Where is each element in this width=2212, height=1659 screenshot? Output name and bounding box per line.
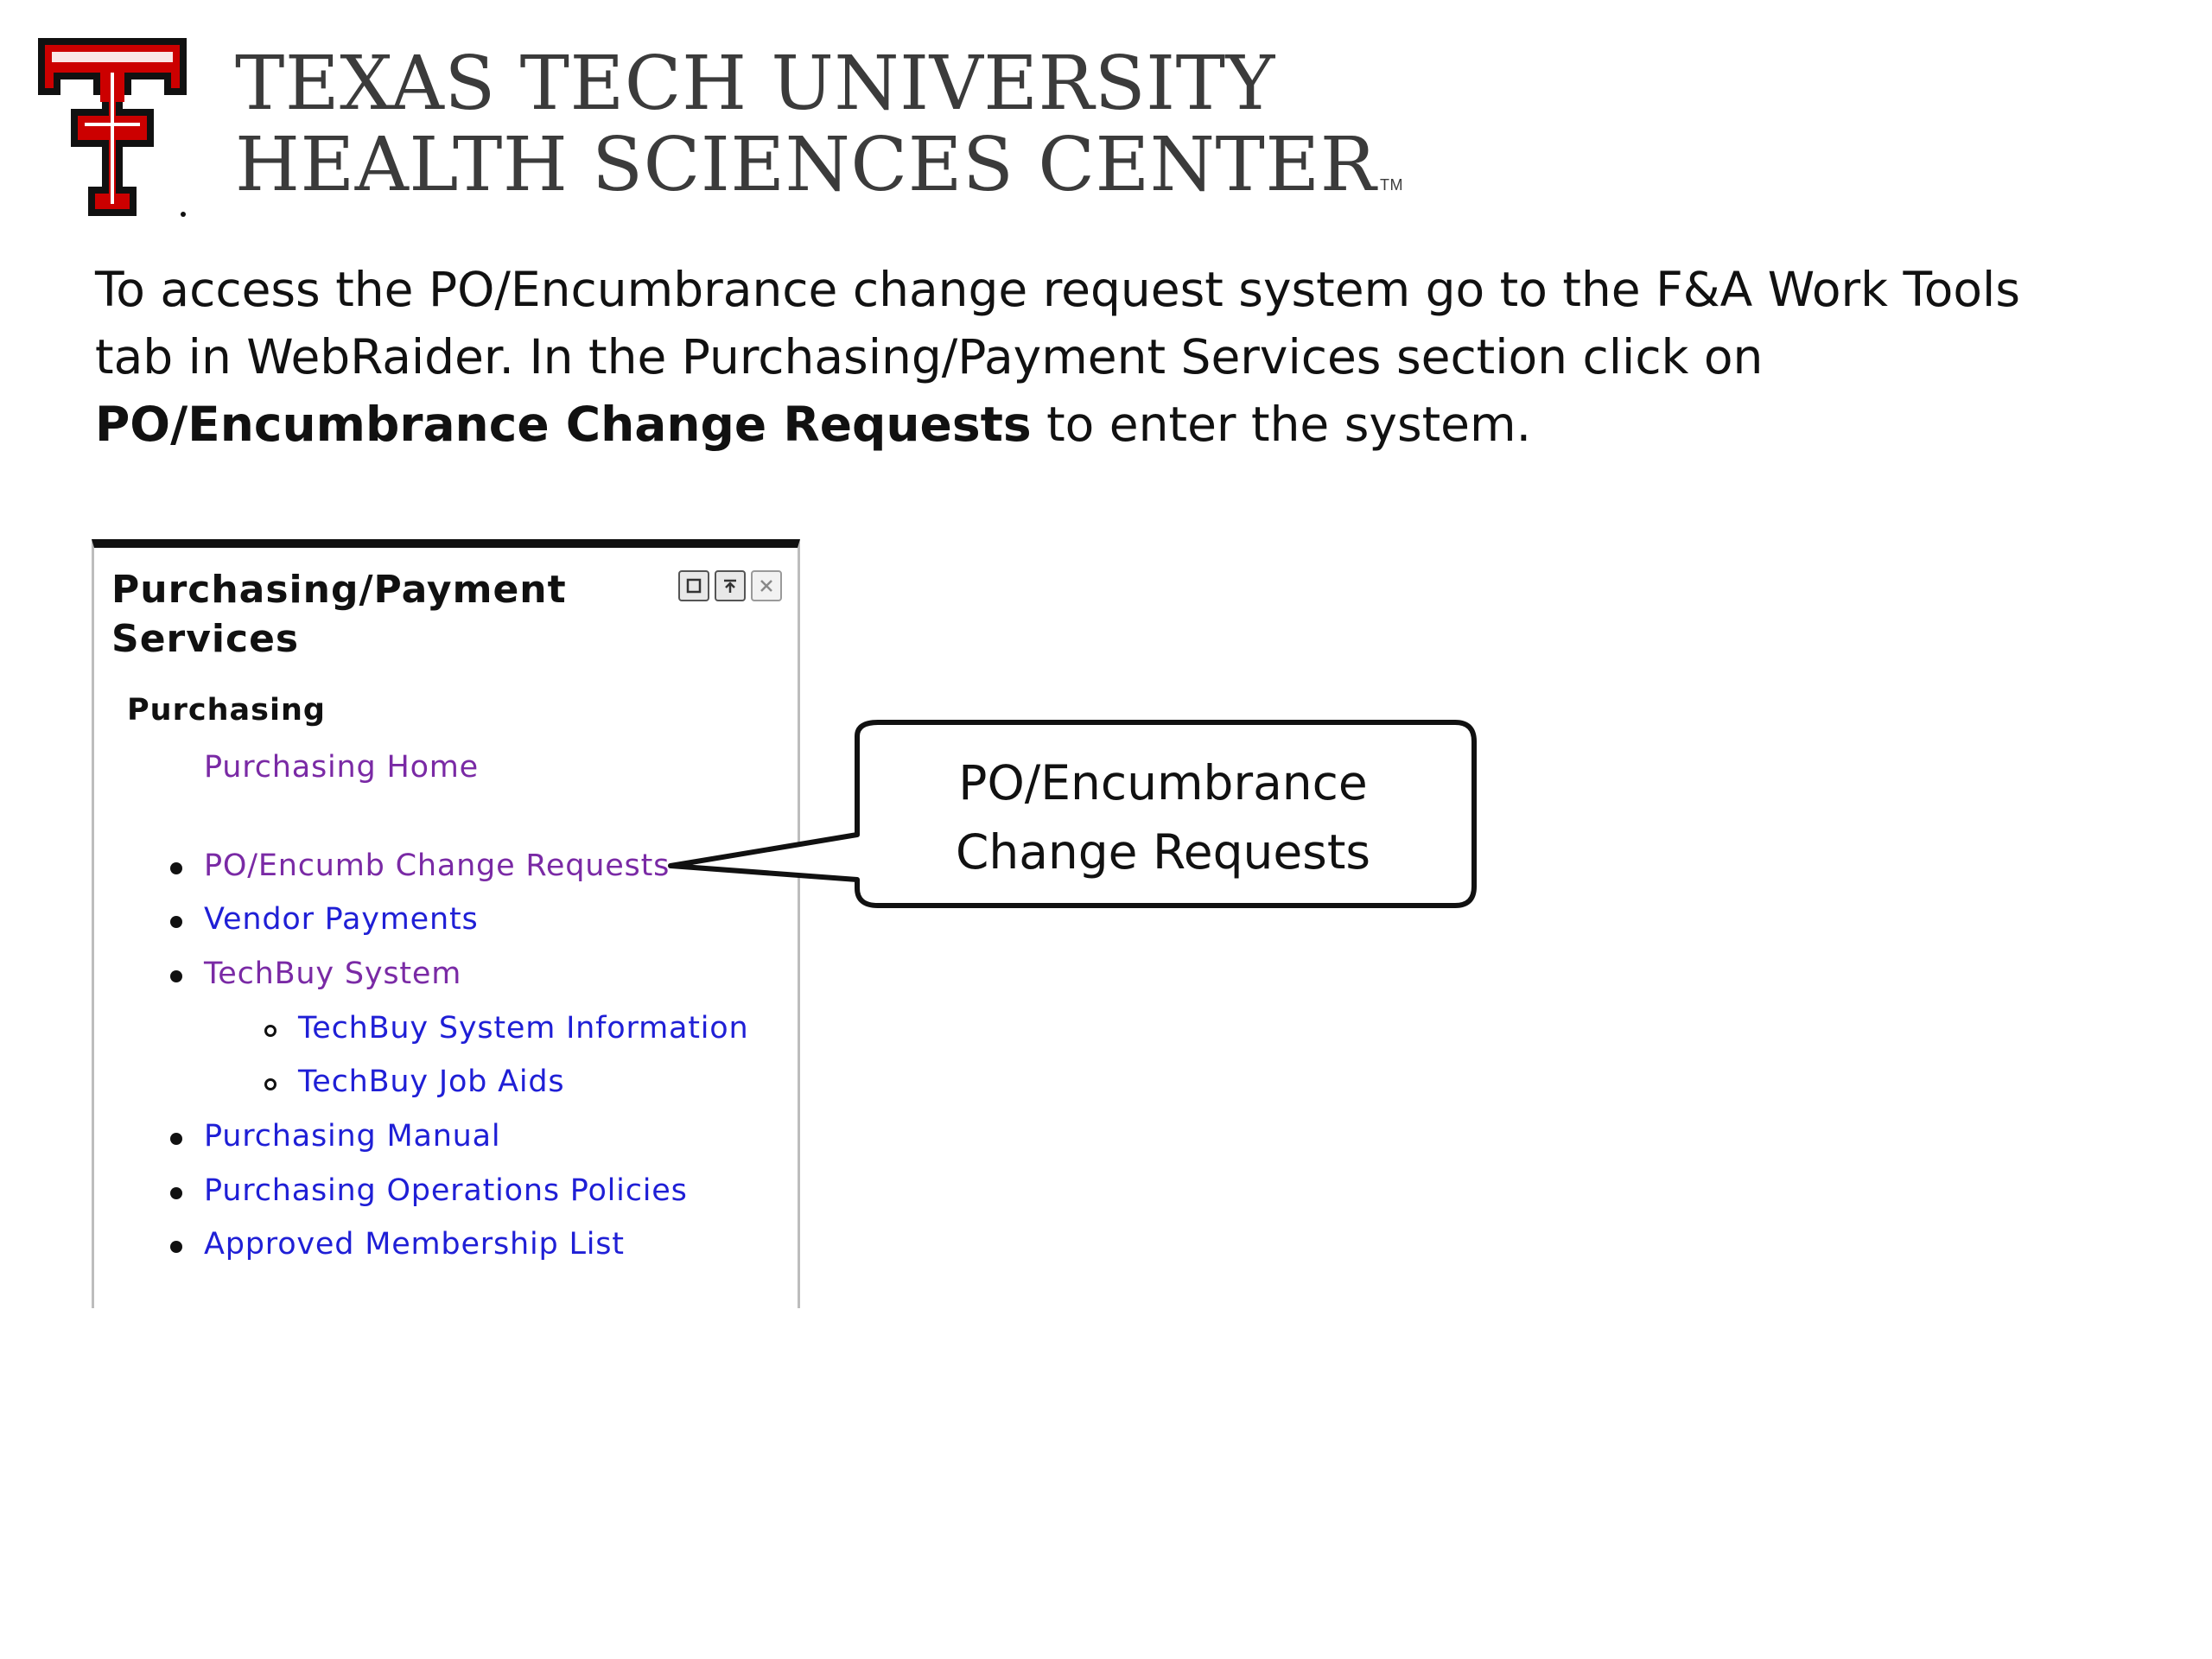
instructions-part1: To access the PO/Encumbrance change request system go to the F&A Work Tools tab in WebRaider. In the Purchasing/Payment Services section click on xyxy=(95,262,2020,385)
double-t-logo-icon xyxy=(35,35,190,220)
list-bullet xyxy=(170,916,182,928)
restore-icon[interactable] xyxy=(678,570,709,601)
list-bullet xyxy=(170,970,182,982)
purchasing-operations-policies-link[interactable]: Purchasing Operations Policies xyxy=(204,1173,688,1208)
trademark-mark: TM xyxy=(1379,176,1403,194)
list-bullet xyxy=(170,1241,182,1253)
organization-name xyxy=(235,43,1403,226)
vendor-payments-link[interactable]: Vendor Payments xyxy=(204,902,479,937)
instructions-text xyxy=(95,256,2082,458)
callout-line1: PO/Encumbrance xyxy=(958,755,1368,810)
instructions-part2: to enter the system. xyxy=(1031,397,1532,452)
sub-list-bullet xyxy=(264,1025,276,1037)
portlet-title-line1: Purchasing/Payment xyxy=(111,568,567,612)
instructions-bold: PO/Encumbrance Change Requests xyxy=(95,397,1032,452)
list-bullet xyxy=(170,1133,182,1145)
approved-membership-list-link[interactable]: Approved Membership List xyxy=(204,1227,625,1262)
portlet-title xyxy=(111,565,630,664)
callout-text xyxy=(861,748,1465,887)
section-heading-purchasing: Purchasing xyxy=(127,693,326,728)
list-bullet xyxy=(170,1187,182,1199)
purchasing-manual-link[interactable]: Purchasing Manual xyxy=(204,1119,501,1154)
org-name-line1: TEXAS TECH UNIVERSITY xyxy=(235,41,1275,127)
minimize-icon[interactable] xyxy=(715,570,746,601)
techbuy-job-aids-link[interactable]: TechBuy Job Aids xyxy=(298,1065,565,1099)
techbuy-system-link[interactable]: TechBuy System xyxy=(204,957,462,991)
sub-list-bullet xyxy=(264,1078,276,1090)
techbuy-system-information-link[interactable]: TechBuy System Information xyxy=(298,1011,749,1046)
portlet-controls xyxy=(678,570,782,601)
callout-line2: Change Requests xyxy=(955,824,1371,880)
portlet-title-line2: Services xyxy=(111,617,300,661)
po-encumb-change-requests-link[interactable]: PO/Encumb Change Requests xyxy=(204,849,671,883)
purchasing-payment-portlet xyxy=(92,539,800,1308)
org-name-line2: HEALTH SCIENCES CENTER xyxy=(235,122,1376,208)
purchasing-home-link[interactable]: Purchasing Home xyxy=(204,750,480,785)
close-icon[interactable] xyxy=(751,570,782,601)
list-bullet xyxy=(170,862,182,874)
